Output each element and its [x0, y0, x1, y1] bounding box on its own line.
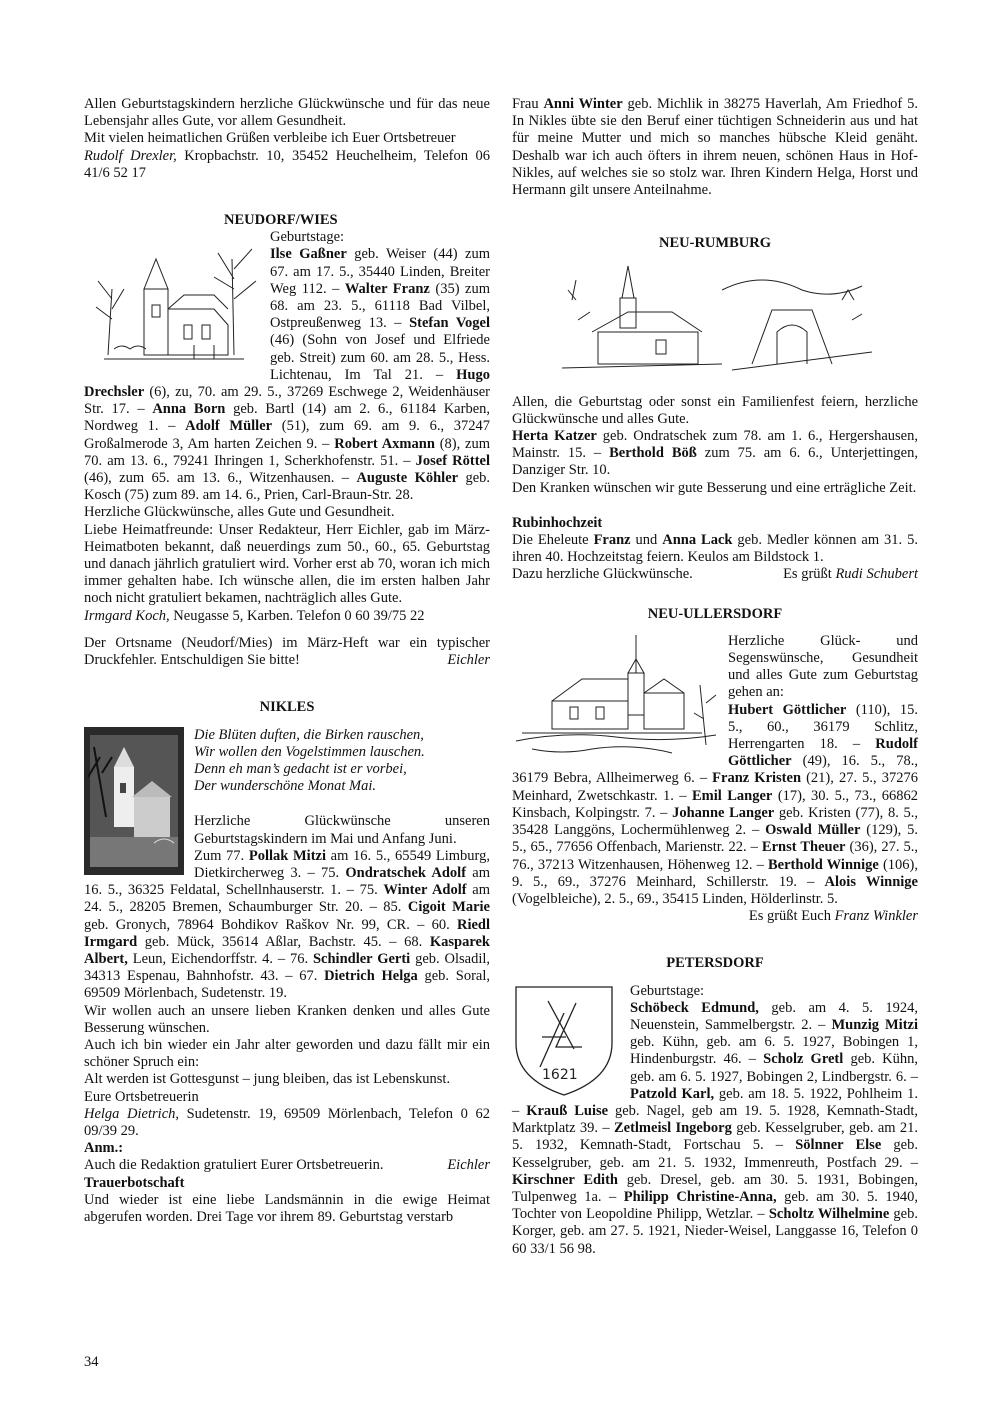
nikles-wish: Wir wollen auch an unsere lieben Kranken denken und alles Gute Besserung wünschen.: [84, 1002, 490, 1036]
neudorf-letter: Liebe Heimatfreunde: Unser Redakteur, Herr Eichler, gab im März-Heimatboten bekannt, daß neuerdings zum 50., 60., 65. Geburtstag und danach jährlich gratuliert wird. Vorher erst ab 70, woran ich mich immer gehalten habe. Ich wünsche allen, die im ersten halben Jahr noch nicht gratuliert bekamen, nachträglich alles Gute.: [84, 521, 490, 607]
neurumburg-text: Allen, die Geburtstag oder sonst ein Familienfest feiern, herzliche Glückwünsche und alles Gute. Herta Katzer geb. Ondratschek zum 78. am 1. 6., Hergershausen, Mainstr. 15. – Berthold Böß zum 75. am 6. 6., Unterjettingen, Danziger Str. 10. Den Kranken wünschen wir gute Besserung und eine erträgliche Zeit.: [512, 393, 918, 496]
neudorf-birthdays-label: Geburtstage:: [270, 229, 345, 246]
poem-line: Denn eh man’s gedacht ist er vorbei,: [194, 760, 407, 777]
poem-line: Die Blüten duften, die Birken rauschen,: [194, 726, 424, 743]
page-number: 34: [84, 1354, 99, 1370]
intro-signature: [84, 148, 490, 182]
petersdorf-section: [512, 983, 918, 1258]
neurumburg-illustration: [552, 260, 918, 383]
neudorf-section: [84, 229, 490, 504]
signature-prefix: Es grüßt Euch: [748, 908, 835, 925]
rubin-wish: Dazu herzliche Glückwünsche.: [512, 566, 693, 583]
signature-prefix: Es grüßt: [783, 566, 836, 583]
neuullersdorf-church-illustration: [512, 633, 718, 761]
continuation-paragraph: Frau Anni Winter geb. Michlik in 38275 Haverlah, Am Friedhof 5. In Nikles übte sie den Beruf einer tüchtigen Schneiderin aus und hat für meine Mutter und mich so manches hübsche Kleid genäht. Deshalb war ich auch öfters in ihrem neuen, schönen Haus in Hof-Nikles, auf welches sie so stolz war. Ihren Kindern Helga, Horst und Hermann gilt unsere Anteilnahme.: [512, 96, 918, 199]
petersdorf-coat-of-arms: [512, 983, 616, 1099]
intro-paragraph: Allen Geburtstagskindern herzliche Glückwünsche und für das neue Lebensjahr alles Gute, vor allem Gesundheit.: [84, 96, 490, 130]
section-title-neuullersdorf: NEU-ULLERSDORF: [647, 605, 783, 622]
nikles-section: [84, 727, 490, 1003]
signature-name: Irmgard Koch,: [84, 607, 170, 624]
neudorf-birthday-list: Ilse Gaßner geb. Weiser (44) zum 67. am 17. 5., 35440 Linden, Breiter Weg 112. – Walter Franz (35) zum 68. am 23. 5., 61118 Bad Vilbel, Ostpreußenweg 13. – Stefan Vogel (46) (Sohn von Josef und Elfriede geb. Streit) zum 60. am 28. 5., Hess. Lichtenau, Im Tal 21. – Hugo Drechsler (6), zu, 70. am 29. 5., 37269 Eschwege 2, Weidenhäuser Str. 17. – Anna Born geb. Bartl (14) am 2. 6., 61184 Karben, Nordweg 1. – Adolf Müller (51), zum 69. am 9. 6., 37247 Großalmerode 3, Am harten Zeichen 9. – Robert Axmann (8), zum 70. am 13. 6., 79241 Ihringen 1, Scherkhofenstr. 51. – Josef Röttel (46), zum 65. am 13. 6., Witzenhausen. – Auguste Köhler geb. Kosch (75) zum 89. am 14. 6., Prien, Carl-Braun-Str. 28.: [84, 246, 491, 504]
trauer-text: Und wieder ist eine liebe Landsmännin in die ewige Heimat abgerufen worden. Drei Tage vor ihrem 89. Geburtstag verstarb: [84, 1191, 490, 1225]
anm-signature: Eichler: [447, 1157, 490, 1174]
section-title-petersdorf: PETERSDORF: [666, 955, 764, 972]
neuullersdorf-signature: [512, 908, 918, 925]
poem-line: Wir wollen den Vogelstimmen lauschen.: [194, 743, 425, 760]
neudorf-greeting: Herzliche Glückwünsche, alles Gute und Gesundheit.: [84, 504, 395, 521]
signature-address: Neugasse 5, Karben. Telefon 0 60 39/75 22: [169, 607, 425, 624]
signature-name: Franz Winkler: [834, 908, 918, 925]
nikles-closing: Eure Ortsbetreuerin: [84, 1088, 199, 1105]
section-title-neudorf: NEUDORF/WIES: [224, 212, 338, 229]
signature-name: Rudolf Drexler,: [84, 147, 177, 164]
section-title-neurumburg: NEU-RUMBURG: [659, 235, 771, 252]
correction-text: Der Ortsname (Neudorf/Mies) im März-Heft war ein typischer Druckfehler. Entschuldigen Sie bitte!: [84, 634, 490, 669]
anm-note: [84, 1157, 490, 1174]
nikles-saying-intro: Auch ich bin wieder ein Jahr alter geworden und dazu fällt mir ein schöner Spruch ein:: [84, 1036, 490, 1071]
nikles-birthday-list: Herzliche Glückwünsche unseren Geburtstagskindern im Mai und Anfang Juni. Zum 77. Pollak Mitzi am 16. 5., 65549 Limburg, Dietkircherweg 3. – 75. Ondratschek Adolf am 16. 5., 36325 Feldatal, Schellnhauserstr. 1. – 75. Winter Adolf am 24. 5., 28205 Bremen, Schaumburger Str. 20. – 85. Cigoit Marie geb. Gronych, 78964 Bohdikov Raškov Nr. 99, CR. – 60. Riedl Irmgard geb. Mück, 35614 Aßlar, Bachstr. 45. – 68. Kasparek Albert, Leun, Eichendorffstr. 4. – 76. Schindler Gerti geb. Olsadil, 34313 Espenau, Bahnhofstr. 43. – 67. Dietrich Helga geb. Soral, 69509 Mörlenbach, Sudetenstr. 19.: [84, 813, 490, 1002]
neuullersdorf-section: [512, 633, 918, 908]
intro-farewell: Mit vielen heimatlichen Grüßen verbleibe ich Euer Ortsbetreuer: [84, 130, 456, 147]
nikles-saying: Alt werden ist Gottesgunst – jung bleiben, das ist Lebenskunst.: [84, 1071, 451, 1088]
correction-note: [84, 635, 490, 669]
rubin-closing: [512, 566, 918, 583]
nikles-church-photo: [84, 727, 184, 875]
correction-signature: Eichler: [447, 652, 490, 669]
signature-name: Helga Dietrich,: [84, 1105, 179, 1122]
neudorf-church-illustration: [84, 229, 260, 365]
section-title-nikles: NIKLES: [259, 699, 315, 716]
rubin-text: Die Eheleute Franz und Anna Lack geb. Medler können am 31. 5. ihren 40. Hochzeitstag feiern. Keulos am Bildstock 1.: [512, 532, 918, 566]
neuullersdorf-birthday-list: Herzliche Glück- und Segenswünsche, Gesundheit und alles Gute zum Geburtstag gehen an: Hubert Göttlicher (110), 15. 5., 60., 36179 Schlitz, Herrengarten 18. – Rudolf Göttlicher (49), 16. 5., 78., 36179 Bebra, Allheimerweg 6. – Franz Kristen (21), 27. 5., 37276 Meinhard, Zwetschkastr. 1. – Emil Langer (17), 30. 5., 73., 66862 Kinsbach, Kolpingstr. 7. – Johanne Langer geb. Kristen (77), 8. 5., 35428 Langgöns, Lochermühlenweg 2. – Oswald Müller (129), 5. 5., 65., 77656 Offenbach, Marienstr. 22. – Ernst Theuer (36), 27. 5., 76., 37213 Witzenhausen, Höhenweg 12. – Berthold Winnige (106), 9. 5., 69., 37276 Meinhard, Schillerstr. 19. – Alois Winnige (Vogelbleiche), 2. 5., 69., 35415 Linden, Hölderlinstr. 5.: [512, 632, 918, 907]
signature-name: Rudi Schubert: [835, 566, 918, 583]
anm-text: Auch die Redaktion gratuliert Eurer Ortsbetreuerin.: [84, 1157, 384, 1174]
neudorf-signature: [84, 608, 490, 625]
poem-line: Der wunderschöne Monat Mai.: [194, 778, 377, 795]
left-column: [84, 96, 490, 1226]
signature-address: Kropbachstr. 10, 35452 Heuchelheim, Telefon 06 41/6 52 17: [84, 147, 490, 181]
nikles-signature: [84, 1106, 490, 1140]
crest-year: 1621: [542, 1066, 578, 1083]
trauer-title: Trauerbotschaft: [84, 1174, 185, 1191]
petersdorf-birthdays-label: Geburtstage:: [630, 982, 705, 999]
right-column: [512, 96, 918, 1258]
signature-address: Sudetenstr. 19, 69509 Mörlenbach, Telefon 0 62 09/39 29.: [84, 1105, 490, 1139]
petersdorf-birthday-list: Schöbeck Edmund, geb. am 4. 5. 1924, Neuenstein, Sammelbergstr. 2. – Munzig Mitzi geb. Kühn, geb. am 6. 5. 1927, Bobingen 1, Hindenburgstr. 46. – Scholz Gretl geb. Kühn, geb. am 6. 5. 1927, Bobingen 2, Lindbergstr. 6. – Patzold Karl, geb. am 18. 5. 1922, Pohlheim 1. – Krauß Luise geb. Nagel, geb am 19. 5. 1928, Kemnath-Stadt, Marktplatz 39. – Zetlmeisl Ingeborg geb. Kesselgruber, geb. am 21. 5. 1932, Kemnath-Stadt, Fortschau 5. – Sölnner Else geb. Kesselgruber, geb. am 21. 5. 1932, Immenreuth, Postfach 29. – Kirschner Edith geb. Dresel, geb. am 30. 5. 1931, Bobingen, Tulpenweg 1a. – Philipp Christine-Anna, geb. am 30. 5. 1940, Tochter von Leopoldine Philipp, Wetzlar. – Scholtz Wilhelmine geb. Korger, geb. am 27. 5. 1921, Nieder-Weisel, Langgasse 16, Telefon 0 60 33/1 56 98.: [512, 999, 919, 1257]
rubin-signature: [783, 566, 918, 583]
rubin-title: Rubinhochzeit: [512, 514, 603, 531]
anm-title: Anm.:: [84, 1140, 124, 1157]
